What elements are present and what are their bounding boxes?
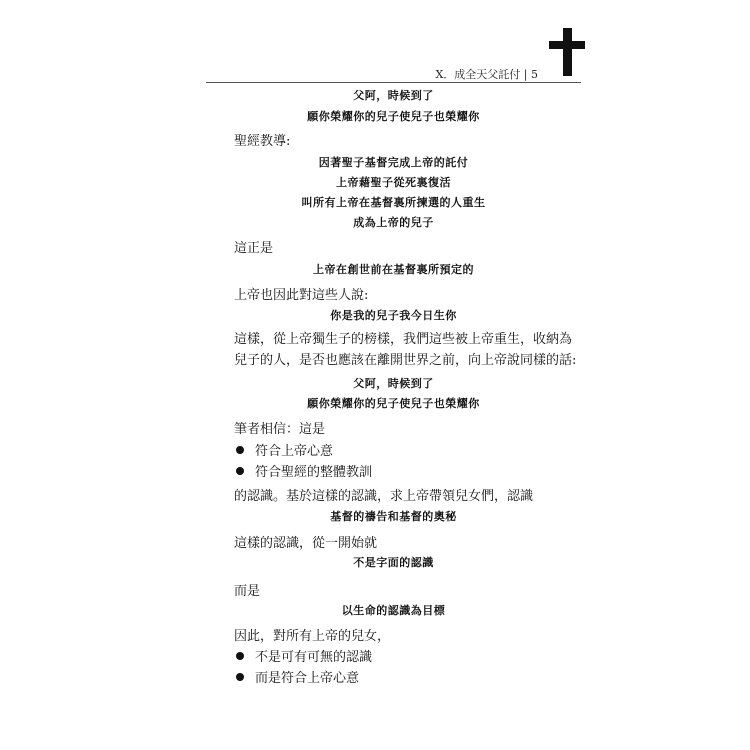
bullet-icon (236, 446, 244, 454)
bullet-text: 不是可有可無的認識 (255, 650, 373, 665)
body-text: 因此，對所有上帝的兒女， (234, 629, 391, 644)
cross-icon (549, 28, 585, 76)
emphasis-line: 願你榮耀你的兒子使兒子也榮耀你 (307, 397, 480, 410)
emphasis-line: 父阿，時候到了 (353, 377, 434, 390)
header-rule (206, 82, 581, 83)
emphasis-line: 上帝藉聖子從死裏復活 (336, 176, 451, 189)
emphasis-line: 父阿，時候到了 (353, 89, 434, 102)
body-text: 這樣的認識，從一開始就 (234, 536, 378, 551)
emphasis-line: 你是我的兒子我今日生你 (330, 309, 457, 322)
emphasis-line: 願你榮耀你的兒子使兒子也榮耀你 (307, 110, 480, 123)
bullet-text: 符合聖經的整體教訓 (255, 465, 373, 480)
emphasis-line: 不是字面的認識 (353, 556, 434, 569)
body-text: 筆者相信：這是 (234, 422, 326, 437)
body-text: 聖經教導: (234, 134, 291, 149)
bullet-text: 而是符合上帝心意 (255, 671, 360, 686)
bullet-icon (236, 652, 244, 660)
emphasis-line: 以生命的認識為目標 (341, 604, 446, 617)
body-text-line: 兒子的人，是否也應該在離開世界之前，向上帝說同樣的話: (234, 353, 577, 368)
emphasis-line: 因著聖子基督完成上帝的託付 (318, 156, 469, 169)
bullet-icon (236, 673, 244, 681)
emphasis-line: 成為上帝的兒子 (353, 216, 434, 229)
body-text: 而是 (234, 584, 261, 599)
emphasis-line: 叫所有上帝在基督裏所揀選的人重生 (301, 196, 486, 209)
body-text: 的認識。基於這樣的認識，求上帝帶領兒女們，認識 (234, 489, 534, 504)
body-text: 上帝也因此對這些人說: (234, 288, 369, 303)
body-text: 這正是 (234, 241, 274, 256)
bullet-icon (236, 467, 244, 475)
bullet-item (236, 646, 372, 665)
running-header: X．成全天父託付 | 5 (435, 68, 538, 81)
emphasis-line: 基督的禱告和基督的奧秘 (330, 510, 457, 523)
bullet-text: 符合上帝心意 (255, 444, 334, 459)
bullet-item (236, 440, 333, 459)
body-text-line: 這樣，從上帝獨生子的榜樣，我們這些被上帝重生，收納為 (234, 332, 573, 347)
bullet-item (236, 461, 372, 480)
body-text (234, 329, 576, 371)
bullet-item (236, 667, 359, 686)
emphasis-line: 上帝在創世前在基督裏所預定的 (313, 263, 474, 276)
